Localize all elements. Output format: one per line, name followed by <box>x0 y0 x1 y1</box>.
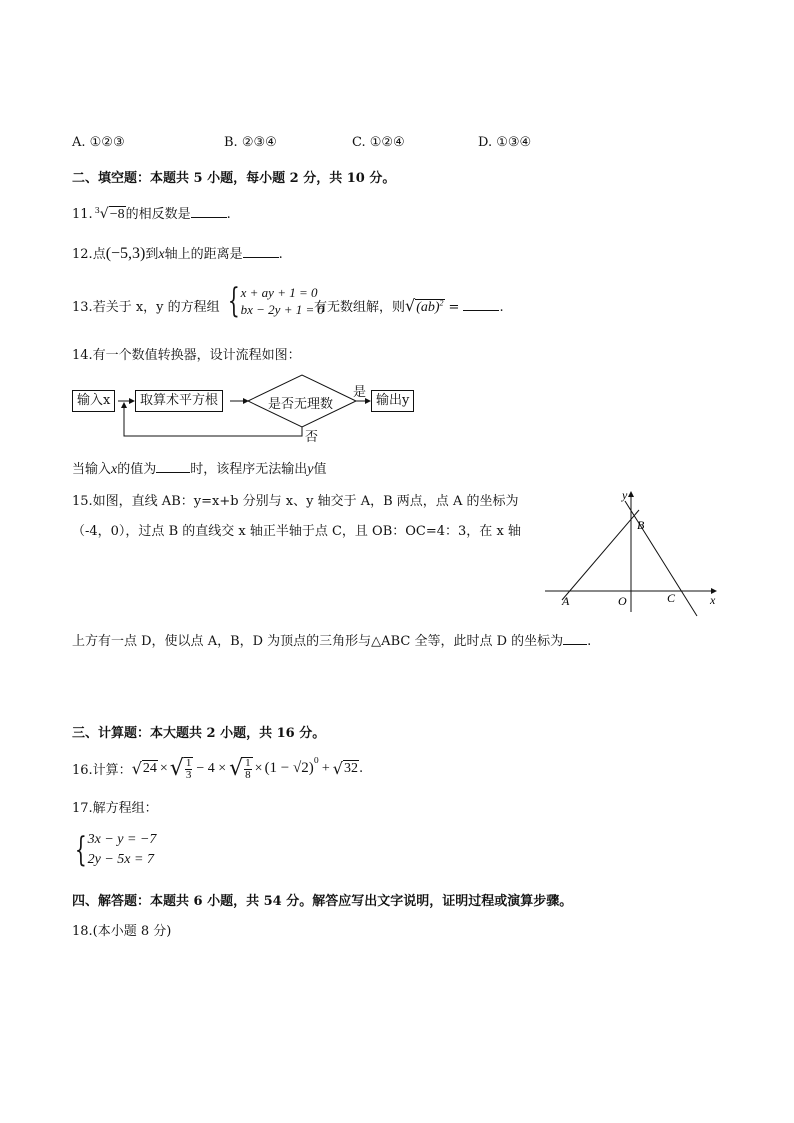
q13-eq1: x + ay + 1 = 0 <box>240 285 318 300</box>
q16-minus: − 4 × <box>196 760 227 776</box>
flow-no-label: 否 <box>305 430 319 445</box>
q17-equation-system <box>70 830 156 870</box>
q17-text: 17.解方程组： <box>72 801 158 816</box>
option-a: A. ①②③ <box>72 135 125 150</box>
flow-output-box: 输出y <box>371 390 414 412</box>
question-11: 11. $^3$√−8的相反数是 . <box>72 205 231 222</box>
section-4-heading: 四、解答题：本题共 6 小题，共 54 分。解答应写出文字说明，证明过程或演算步骤。 <box>72 894 573 909</box>
q12-number: 12. <box>72 247 93 262</box>
q12-text1: 到 <box>145 247 159 262</box>
q17-eq2: 2y − 5x = 7 <box>87 852 154 867</box>
q11-root-index: 3 <box>94 205 100 215</box>
option-d: D. ①③④ <box>478 135 532 150</box>
label-o: O <box>618 594 627 608</box>
q15-line3: 上方有一点 D，使以点 A，B，D 为顶点的三角形与△ABC 全等，此时点 D 的坐标为 . <box>72 634 592 649</box>
label-a: A <box>562 594 570 608</box>
option-b: B. ②③④ <box>224 135 277 150</box>
question-16: 16.计算： √ 24 × √ $\frac{1}{3}$ − 4 × √ $\frac{1}{8}$ × (1 − √2) $^0$ + √ 32 . <box>72 756 364 781</box>
q11-number: 11. <box>72 207 93 222</box>
section-2-heading: 二、填空题：本题共 5 小题，每小题 2 分，共 10 分。 <box>72 171 396 186</box>
section-3-heading: 三、计算题：本大题共 2 小题，共 16 分。 <box>72 726 326 741</box>
q13-suffix: 有无数组解，则√(ab)$^2$ = . <box>314 296 504 315</box>
question-12 <box>72 243 283 263</box>
q12-text2: 轴上的距离是 <box>164 247 243 262</box>
q14-answer-blank <box>156 460 190 473</box>
flow-yes-label: 是 <box>353 385 367 400</box>
q11-answer-blank <box>191 205 227 218</box>
label-c: C <box>667 591 676 605</box>
q13-equals: = <box>448 300 460 315</box>
line-bc <box>625 501 697 616</box>
q15-line2: （-4，0），过点 B 的直线交 x 轴正半轴于点 C，且 OB：OC=4：3，在 x 轴 <box>72 524 521 539</box>
q13-prefix: 13.若关于 x，y 的方程组 <box>72 300 220 315</box>
q16-root1: 24 <box>142 761 157 776</box>
flow-input-box: 输入x <box>72 390 115 412</box>
q11-end: . <box>226 207 231 222</box>
q11-text: 的相反数是 <box>125 207 191 222</box>
q12-answer-blank <box>243 245 279 258</box>
q17-brace: { <box>74 830 87 870</box>
q12-var: x <box>158 247 165 262</box>
q15-coordinate-graph <box>540 484 730 619</box>
q12-end: . <box>278 247 283 262</box>
q11-radicand: −8 <box>109 207 125 222</box>
q13-answer-blank <box>463 298 499 311</box>
q13-equation-system <box>223 281 324 321</box>
q18-text: 18.(本小题 8 分) <box>72 924 172 939</box>
flow-diamond-label: 是否无理数 <box>268 397 334 412</box>
q15-line1: 15.如图，直线 AB：y=x+b 分别与 x、y 轴交于 A，B 两点，点 A 的坐标为 <box>72 494 519 509</box>
q13-end: . <box>499 300 504 315</box>
label-b: B <box>637 518 645 532</box>
q16-paren: (1 − √2) <box>264 760 314 776</box>
option-c: C. ①②④ <box>352 135 405 150</box>
line-ab <box>562 510 639 600</box>
q16-number: 16.计算： <box>72 763 132 778</box>
q13-eq2: bx − 2y + 1 = 0 <box>240 302 324 317</box>
flow-sqrt-box: 取算术平方根 <box>135 390 223 412</box>
q16-root2: 32 <box>343 761 358 776</box>
label-y: y <box>622 488 628 502</box>
q13-brace: { <box>227 281 240 321</box>
q17-eq1: 3x − y = −7 <box>87 832 157 847</box>
q12-prefix: 点 <box>92 247 106 262</box>
q13-middle: 有无数组解，则 <box>314 300 406 315</box>
q15-answer-blank <box>563 632 587 645</box>
q14-text: 14.有一个数值转换器，设计流程如图： <box>72 348 301 363</box>
q14-followup: 当输入x的值为 时，该程序无法输出y值 <box>72 462 327 477</box>
q13-expr: (ab)$^2$ <box>416 298 444 315</box>
q12-point: (−5,3) <box>105 245 146 262</box>
label-x: x <box>710 593 716 607</box>
